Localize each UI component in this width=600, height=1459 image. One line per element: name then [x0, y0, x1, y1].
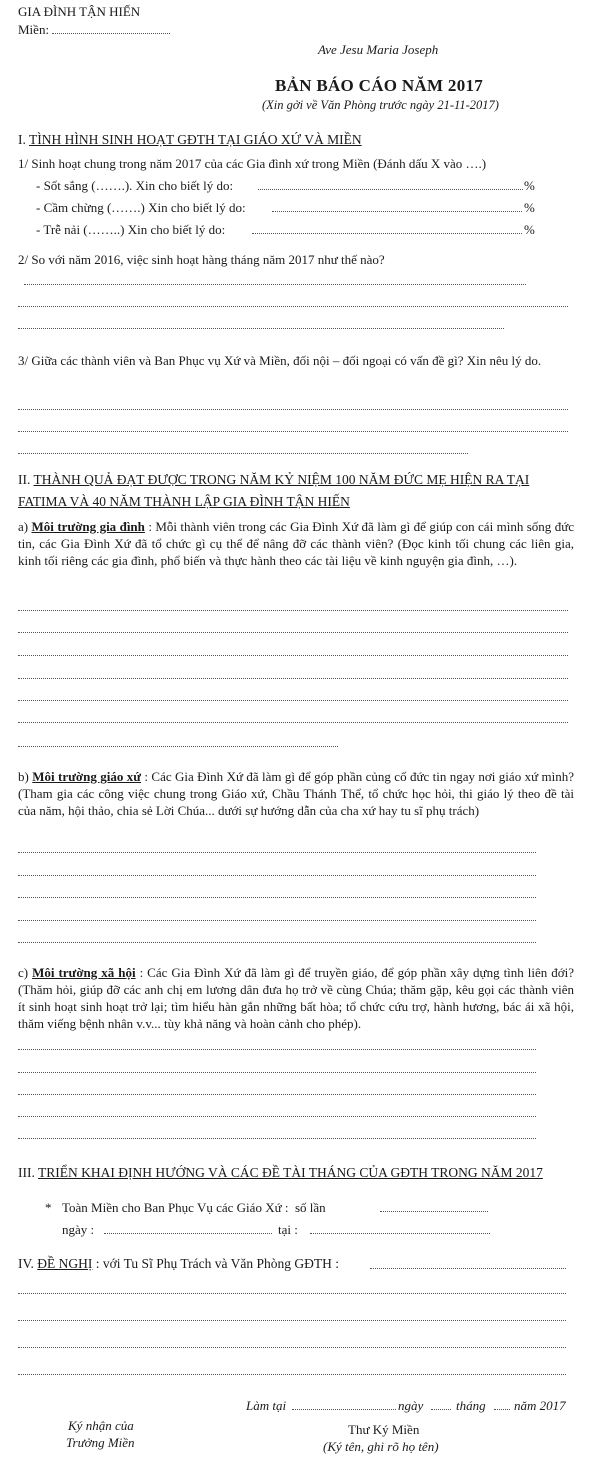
- answer-line[interactable]: [18, 409, 568, 410]
- answer-line[interactable]: [18, 655, 568, 656]
- left-signature-line1: Ký nhận của: [68, 1418, 134, 1433]
- answer-line[interactable]: [18, 1374, 566, 1375]
- org-name: GIA ĐÌNH TẬN HIẾN: [18, 4, 141, 19]
- answer-line[interactable]: [18, 1347, 566, 1348]
- section2-a: [18, 518, 574, 569]
- proposal-fill-line[interactable]: [370, 1268, 566, 1269]
- answer-line[interactable]: [18, 897, 536, 898]
- item-tre-nai-label: - Trễ nải (……..) Xin cho biết lý do:: [36, 222, 226, 237]
- section3-heading: [18, 1165, 543, 1181]
- answer-line[interactable]: [18, 1138, 536, 1139]
- item-sot-sang: [36, 178, 233, 194]
- section4-text: : với Tu Sĩ Phụ Trách và Văn Phòng GĐTH :: [95, 1256, 339, 1271]
- question-1: 1/ Sinh hoạt chung trong năm 2017 của các Gia đình xứ trong Miền (Đánh dấu X vào ….): [18, 156, 487, 171]
- month-fill-line[interactable]: [494, 1409, 510, 1410]
- answer-line[interactable]: [18, 453, 468, 454]
- item-cam-chung-line[interactable]: [272, 211, 522, 212]
- answer-line[interactable]: [18, 852, 536, 853]
- section2-title-line2: FATIMA VÀ 40 NĂM THÀNH LẬP GIA ĐÌNH TẬN HIẾN: [18, 494, 350, 509]
- section4-title: ĐỀ NGHỊ: [37, 1256, 93, 1271]
- answer-line[interactable]: [18, 746, 338, 747]
- made-at-fill-line[interactable]: [292, 1409, 396, 1410]
- section3-date-label: ngày :: [62, 1222, 95, 1237]
- section3-num: III.: [18, 1165, 35, 1180]
- section1-title: TÌNH HÌNH SINH HOẠT GĐTH TẠI GIÁO XỨ VÀ MIỀN: [29, 132, 362, 147]
- section4-num: IV.: [18, 1256, 34, 1271]
- section2-b-title: Môi trường giáo xứ: [32, 769, 142, 784]
- answer-line[interactable]: [18, 1072, 536, 1073]
- region-label-text: Miền:: [18, 22, 50, 37]
- question-3: 3/ Giữa các thành viên và Ban Phục vụ Xứ và Miền, đối nội – đối ngoại có vấn đề gì? Xin nêu lý do.: [18, 353, 542, 368]
- bullet-star-icon: *: [45, 1200, 52, 1215]
- day-fill-line[interactable]: [431, 1409, 451, 1410]
- section2-title-line1: THÀNH QUẢ ĐẠT ĐƯỢC TRONG NĂM KỶ NIỆM 100 NĂM ĐỨC MẸ HIỆN RA TẠI: [33, 472, 530, 487]
- year-label: năm 2017: [514, 1398, 566, 1413]
- section3-place-label: tại :: [278, 1222, 298, 1237]
- section2-a-text: : Mỗi thành viên trong các Gia Đình Xứ đã làm gì để giúp con cái mình sống đức tin, các Gia Đình Xứ đã tổ chức gì cụ thể để nâng đỡ các thành viên? (Đọc kinh tối chung các liên gia, kinh tối riêng các gia đình, phổ biến và thực hành theo các tài liệu về kinh nguyện gia đình, …).: [18, 519, 575, 568]
- item-cam-chung-label: - Cầm chừng (…….) Xin cho biết lý do:: [36, 200, 246, 215]
- answer-line[interactable]: [18, 632, 568, 633]
- item-tre-nai: [36, 222, 225, 238]
- section2-num: II.: [18, 472, 31, 487]
- section2-a-prefix: a): [18, 519, 29, 534]
- item-sot-sang-suffix: %: [524, 178, 535, 193]
- section2-heading-line1: [18, 472, 529, 488]
- section3-line1-label: Toàn Miền cho Ban Phục Vụ các Giáo Xứ :: [62, 1200, 289, 1215]
- count-fill-line[interactable]: [380, 1211, 488, 1212]
- section2-b: [18, 768, 574, 819]
- item-tre-nai-line[interactable]: [252, 233, 522, 234]
- motto: Ave Jesu Maria Joseph: [318, 42, 439, 57]
- item-cam-chung-suffix: %: [524, 200, 535, 215]
- section2-b-text: : Các Gia Đình Xứ đã làm gì để góp phần củng cố đức tin ngay nơi giáo xứ mình? (Tham gia các công việc chung trong Giáo xứ, Chầu Thánh Thể, tổ chức học hỏi, thi giáo lý theo đề tài của năm, hội thảo, chia sẻ Lời Chúa... dưới sự hướng dẫn của cha xứ hay tu sĩ phụ trách): [18, 769, 575, 818]
- answer-line[interactable]: [18, 610, 568, 611]
- section2-c-text: : Các Gia Đình Xứ đã làm gì để truyền giáo, để góp phần xây dựng tình liên đới? (Thăm hỏi, giúp đỡ các anh chị em lương dân đưa họ trở về cùng Chúa; thăm gặp, kêu gọi các thành viên ít sinh hoạt sinh hoạt trở lại; tìm hiểu hàn gắn những bất hòa; tổ chức cứu trợ, hành hương, bác ái xã hội, thăm viếng bệnh nhân v.v... tùy khả năng và hoàn cảnh cho phép).: [18, 965, 574, 1031]
- section2-a-title: Môi trường gia đình: [31, 519, 145, 534]
- answer-line[interactable]: [18, 1116, 536, 1117]
- answer-line[interactable]: [18, 1094, 536, 1095]
- question-2: 2/ So với năm 2016, việc sinh hoạt hàng tháng năm 2017 như thế nào?: [18, 252, 385, 267]
- answer-line[interactable]: [18, 920, 536, 921]
- made-at-label: Làm tại: [246, 1398, 287, 1413]
- region-label: [18, 22, 170, 38]
- section2-c: [18, 964, 574, 1032]
- day-label: ngày: [398, 1398, 424, 1413]
- item-sot-sang-label: - Sốt sắng (…….). Xin cho biết lý do:: [36, 178, 234, 193]
- section1-num: I.: [18, 132, 26, 147]
- section2-c-prefix: c): [18, 965, 29, 980]
- answer-line[interactable]: [18, 1320, 566, 1321]
- answer-line[interactable]: [18, 431, 568, 432]
- item-tre-nai-suffix: %: [524, 222, 535, 237]
- page-subtitle: (Xin gởi về Văn Phòng trước ngày 21-11-2017): [262, 98, 499, 112]
- section2-c-title: Môi trường xã hội: [32, 965, 136, 980]
- right-signature-line1: Thư Ký Miền: [348, 1422, 420, 1437]
- answer-line[interactable]: [18, 722, 568, 723]
- month-label: tháng: [456, 1398, 486, 1413]
- answer-line[interactable]: [18, 875, 536, 876]
- answer-line[interactable]: [24, 284, 526, 285]
- answer-line[interactable]: [18, 328, 504, 329]
- answer-line[interactable]: [18, 306, 568, 307]
- item-sot-sang-line[interactable]: [258, 189, 523, 190]
- item-cam-chung: [36, 200, 246, 216]
- section1-heading: [18, 132, 362, 148]
- date-fill-line[interactable]: [104, 1233, 272, 1234]
- region-fill-line[interactable]: [52, 23, 170, 34]
- place-fill-line[interactable]: [310, 1233, 490, 1234]
- answer-line[interactable]: [18, 942, 536, 943]
- answer-line[interactable]: [18, 700, 568, 701]
- section3-title: TRIỂN KHAI ĐỊNH HƯỚNG VÀ CÁC ĐỀ TÀI THÁNG CỦA GĐTH TRONG NĂM 2017: [38, 1165, 543, 1180]
- answer-line[interactable]: [18, 1049, 536, 1050]
- page-title: BẢN BÁO CÁO NĂM 2017: [275, 76, 484, 95]
- answer-line[interactable]: [18, 678, 568, 679]
- answer-line[interactable]: [18, 1293, 566, 1294]
- right-signature-line2: (Ký tên, ghi rõ họ tên): [323, 1439, 439, 1454]
- section3-count-label: số lần: [294, 1200, 326, 1215]
- section2-b-prefix: b): [18, 769, 29, 784]
- section4-heading: [18, 1256, 339, 1272]
- section3-line1: [62, 1200, 326, 1216]
- left-signature-line2: Trưởng Miền: [66, 1435, 135, 1450]
